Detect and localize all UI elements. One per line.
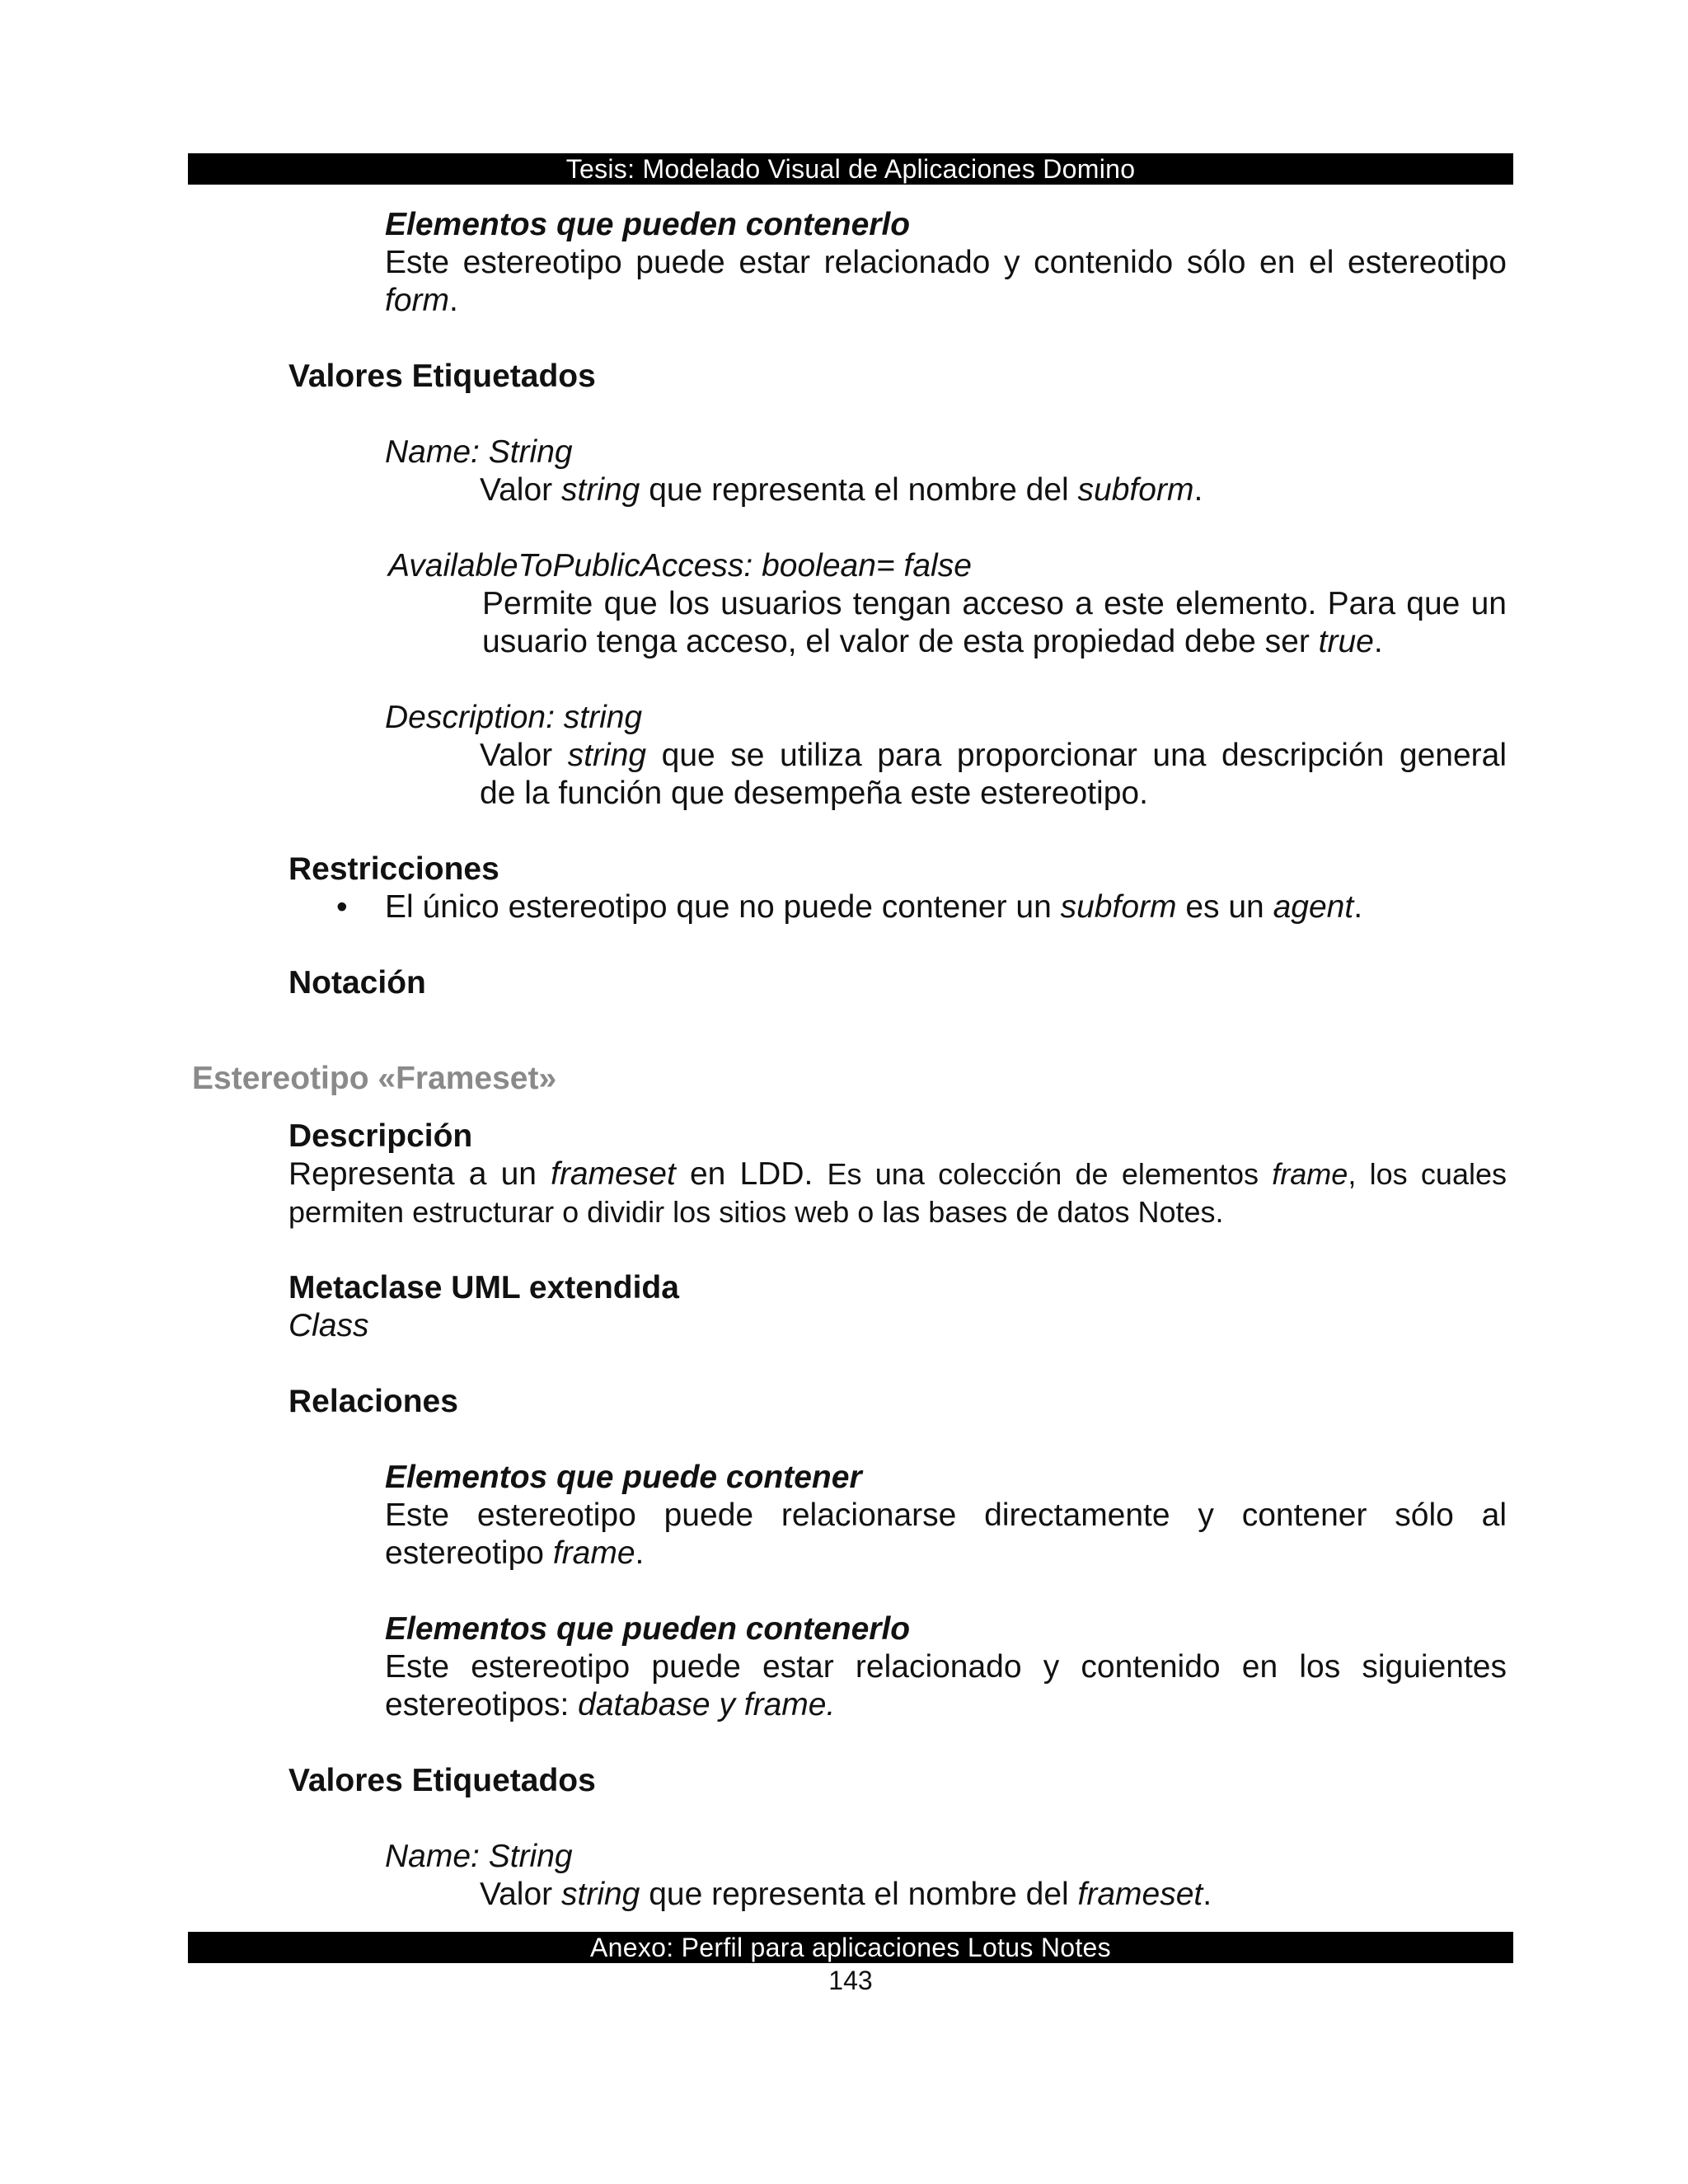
tagged-value-description-continued: de la función que desempeña este estereotipo. [480,776,1148,811]
contained-text-continued: estereotipos: database y frame. [385,1687,836,1722]
description-text: Representa a un frameset en LDD. Es una colección de elementos frame, los cuales [288,1156,1507,1192]
metaclass-value: Class [288,1308,369,1343]
contained-text-continued: form. [385,283,458,318]
notation-heading: Notación [288,965,426,1001]
tagged-value-name: Name: String [385,1839,573,1874]
can-contain-heading: Elementos que puede contener [385,1460,862,1495]
page-number: 143 [828,1966,873,1995]
metaclass-heading: Metaclase UML extendida [288,1270,679,1305]
tagged-value-name: Name: String [385,434,573,470]
tagged-values-heading: Valores Etiquetados [288,1763,596,1798]
tagged-value-description: Permite que los usuarios tengan acceso a este elemento. Para que un [482,586,1507,621]
tagged-value-description: Valor string que representa el nombre del subform. [480,472,1203,508]
description-heading: Descripción [288,1118,473,1154]
running-footer: Anexo: Perfil para aplicaciones Lotus Notes [188,1932,1513,1963]
tagged-value-description: Valor string que se utiliza para proporcionar una descripción general [480,738,1507,773]
contained-text: Este estereotipo puede estar relacionado y contenido en los siguientes [385,1649,1507,1685]
contained-heading: Elementos que pueden contenerlo [385,207,911,242]
contained-text: Este estereotipo puede estar relacionado y contenido sólo en el estereotipo [385,245,1507,280]
tagged-value-name: Description: string [385,700,643,735]
relations-heading: Relaciones [288,1384,458,1419]
bullet-marker: • [336,889,348,925]
section-title: Estereotipo «Frameset» [192,1061,557,1096]
description-text-continued: permiten estructurar o dividir los sitios web o las bases de datos Notes. [288,1195,1224,1229]
can-contain-text-continued: estereotipo frame. [385,1535,645,1571]
contained-heading: Elementos que pueden contenerlo [385,1611,911,1647]
tagged-value-name: AvailableToPublicAccess: boolean= false [388,548,972,583]
running-header: Tesis: Modelado Visual de Aplicaciones Domino [188,153,1513,185]
tagged-value-description: Valor string que representa el nombre del frameset. [480,1877,1212,1912]
restrictions-heading: Restricciones [288,851,499,887]
restriction-item: El único estereotipo que no puede contener un subform es un agent. [385,889,1363,925]
tagged-value-description-continued: usuario tenga acceso, el valor de esta propiedad debe ser true. [482,624,1383,659]
can-contain-text: Este estereotipo puede relacionarse directamente y contener sólo al [385,1497,1507,1533]
tagged-values-heading: Valores Etiquetados [288,359,596,394]
